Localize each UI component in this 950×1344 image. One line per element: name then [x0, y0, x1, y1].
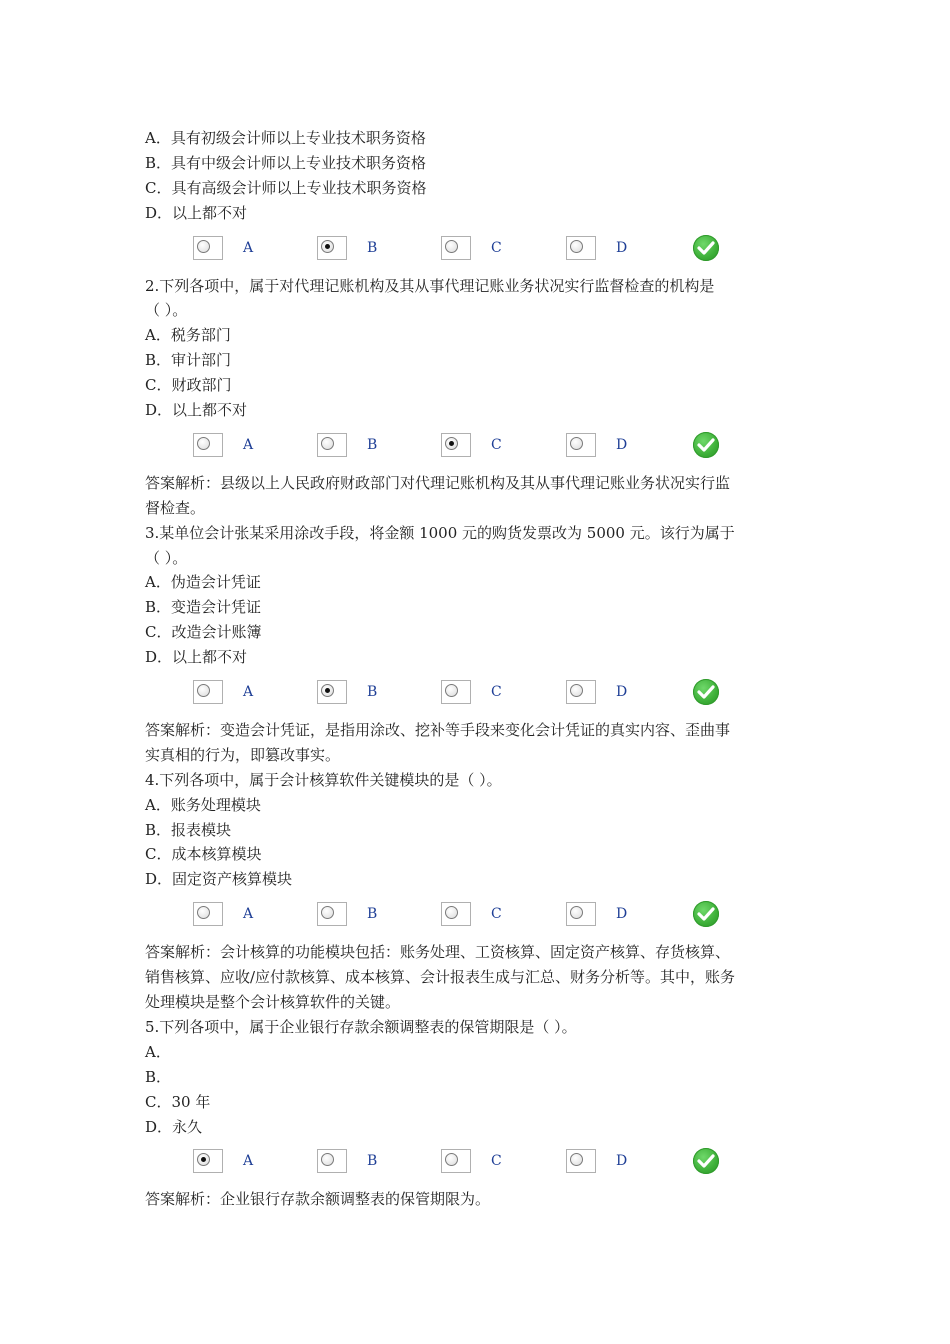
q5-answer-row: A B C D [145, 1139, 825, 1187]
radio-button-icon [197, 906, 210, 919]
q2-stem-line-1: 2.下列各项中，属于对代理记账机构及其从事代理记账业务状况实行监督检查的机构是 [145, 276, 715, 295]
q3-option-d: D．以上都不对 [145, 648, 248, 667]
check-circle-icon [693, 901, 719, 927]
q3-option-a: A．伪造会计凭证 [145, 573, 261, 592]
question-4 [145, 768, 825, 1015]
q4-option-c: C．成本核算模块 [145, 845, 262, 864]
q1-option-b: B．具有中级会计师以上专业技术职务资格 [145, 153, 427, 172]
radio-button-icon [445, 1153, 458, 1166]
radio-button-icon [445, 437, 458, 450]
radio-button-icon [321, 1153, 334, 1166]
quiz-page [145, 126, 825, 1212]
q3-stem-line-2: （ ）。 [145, 548, 188, 567]
q4-stem-line-1: 4.下列各项中，属于会计核算软件关键模块的是（ ）。 [145, 770, 502, 789]
q3-option-b: B．变造会计凭证 [145, 598, 262, 617]
q5-option-c: C．30 年 [145, 1092, 211, 1111]
check-circle-icon [693, 235, 719, 261]
radio-button-icon [197, 240, 210, 253]
q2-answer-row: A B C D [145, 423, 825, 471]
radio-button-icon [197, 437, 210, 450]
radio-button-icon [321, 906, 334, 919]
q4-option-d: D．固定资产核算模块 [145, 870, 293, 889]
radio-button-icon [570, 684, 583, 697]
radio-button-icon [570, 437, 583, 450]
q2-analysis-line-1: 答案解析：县级以上人民政府财政部门对代理记账机构及其从事代理记账业务状况实行监 [145, 473, 731, 492]
q1-answer-row: A B C D [145, 226, 825, 274]
radio-button-icon [570, 240, 583, 253]
question-1 [145, 126, 825, 274]
radio-button-icon [197, 684, 210, 697]
q2-option-a: A．税务部门 [145, 326, 231, 345]
radio-button-icon [445, 684, 458, 697]
check-circle-icon [693, 679, 719, 705]
radio-button-icon [321, 240, 334, 253]
q4-analysis-line-3: 处理模块是整个会计核算软件的关键。 [145, 993, 401, 1012]
q4-analysis-line-1: 答案解析：会计核算的功能模块包括：账务处理、工资核算、固定资产核算、存货核算、 [145, 943, 731, 962]
q3-analysis-line-1: 答案解析：变造会计凭证，是指用涂改、挖补等手段来变化会计凭证的真实内容、歪曲事 [145, 721, 731, 740]
q5-option-a: A． [145, 1042, 171, 1061]
q5-option-b: B． [145, 1067, 172, 1086]
q5-option-d: D．永久 [145, 1117, 203, 1136]
q2-option-b: B．审计部门 [145, 351, 232, 370]
q3-option-c: C．改造会计账簿 [145, 623, 262, 642]
radio-button-icon [445, 906, 458, 919]
question-2 [145, 274, 825, 521]
q4-option-b: B．报表模块 [145, 820, 232, 839]
radio-button-icon [321, 437, 334, 450]
q5-analysis-line-1: 答案解析：企业银行存款余额调整表的保管期限为。 [145, 1190, 491, 1209]
q4-analysis-line-2: 销售核算、应收/应付款核算、成本核算、会计报表生成与汇总、财务分析等。其中，账务 [145, 968, 736, 987]
q3-stem-line-1: 3.某单位会计张某采用涂改手段，将金额 1000 元的购货发票改为 5000 元。该行为属于 [145, 523, 735, 542]
q2-option-c: C．财政部门 [145, 376, 232, 395]
radio-button-icon [197, 1153, 210, 1166]
check-circle-icon [693, 432, 719, 458]
radio-button-icon [570, 1153, 583, 1166]
q3-answer-row: A B C D [145, 670, 825, 718]
q4-option-a: A．账务处理模块 [145, 795, 261, 814]
q1-option-c: C．具有高级会计师以上专业技术职务资格 [145, 178, 427, 197]
q4-answer-row: A B C D [145, 892, 825, 940]
q2-stem-line-2: （ ）。 [145, 301, 188, 320]
q1-option-d: D．以上都不对 [145, 203, 248, 222]
question-5 [145, 1015, 825, 1212]
check-circle-icon [693, 1148, 719, 1174]
q5-stem-line-1: 5.下列各项中，属于企业银行存款余额调整表的保管期限是（ ）。 [145, 1017, 577, 1036]
q2-option-d: D．以上都不对 [145, 401, 248, 420]
radio-button-icon [570, 906, 583, 919]
q2-analysis-line-2: 督检查。 [145, 498, 206, 517]
q3-analysis-line-2: 实真相的行为，即篡改事实。 [145, 745, 341, 764]
radio-button-icon [321, 684, 334, 697]
question-3 [145, 521, 825, 768]
q1-option-a: A．具有初级会计师以上专业技术职务资格 [145, 129, 426, 147]
radio-button-icon [445, 240, 458, 253]
